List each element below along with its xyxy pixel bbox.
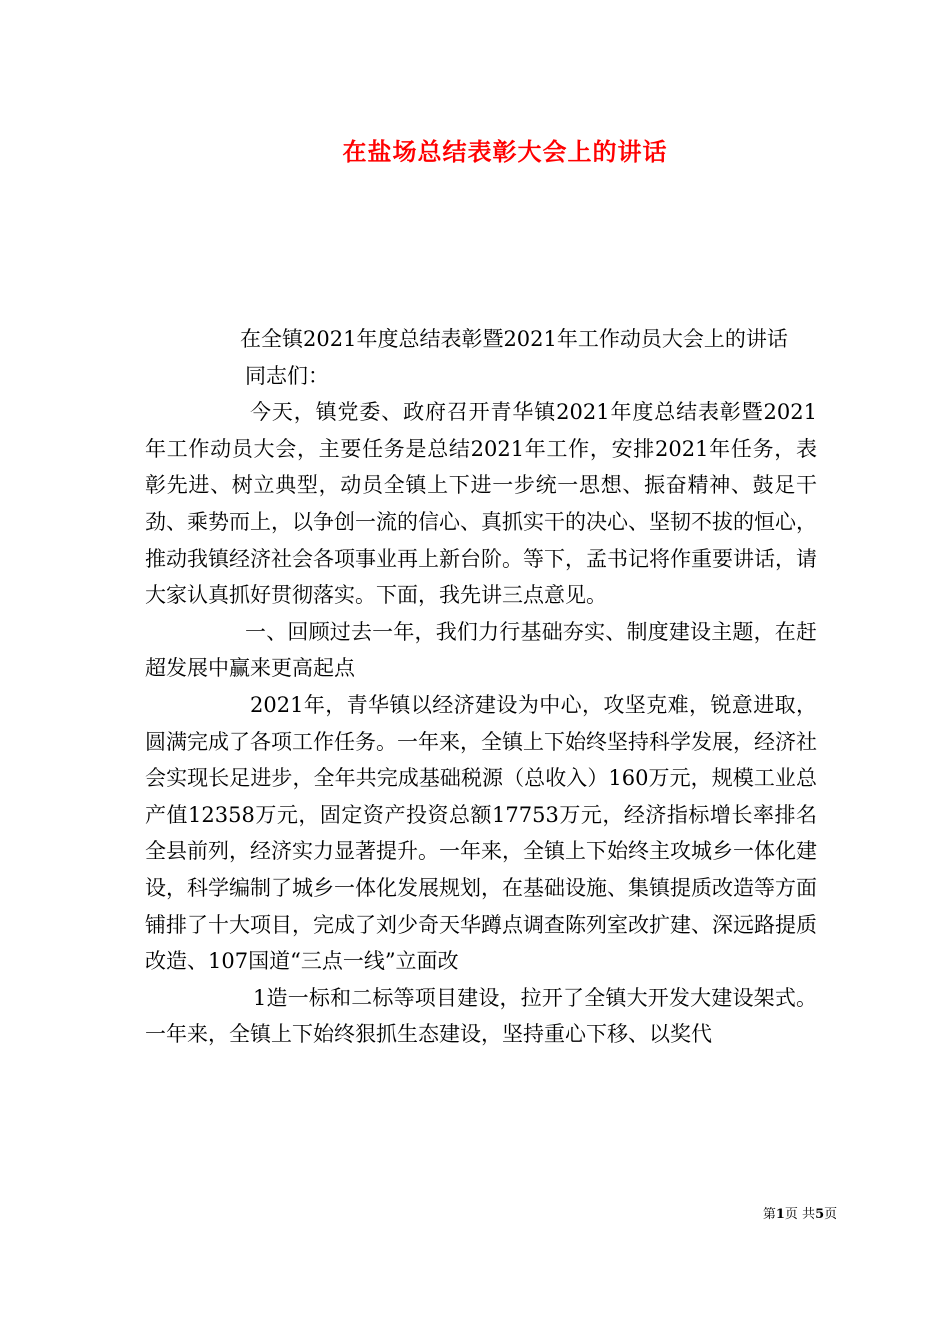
document-body (145, 321, 817, 1053)
section-heading-one: 一、回顾过去一年，我们力行基础夯实、制度建设主题，在赶超发展中赢来更高起点 (145, 619, 817, 681)
speech-heading: 在全镇2021年度总结表彰暨2021年工作动员大会上的讲话 (240, 327, 788, 351)
current-page-number: 1 (775, 1207, 785, 1222)
page-footer (0, 1203, 950, 1222)
greeting: 同志们： (245, 363, 329, 388)
paragraph-projects: 1造一标和二标等项目建设，拉开了全镇大开发大建设架式。一年来，全镇上下始终狠抓生态建设，坚持重心下移、以奖代 (145, 985, 817, 1047)
footer-middle: 页 共 (784, 1207, 816, 1222)
paragraph-review: 2021年，青华镇以经济建设为中心，攻坚克难，锐意进取，圆满完成了各项工作任务。一年来，全镇上下始终坚持科学发展，经济社会实现长足进步，全年共完成基础税源（总收入）160万元，规模工业总产值12358万元，固定资产投资总额17753万元，经济指标增长率排名全县前列，经济实力显著提升。一年来，全镇上下始终主攻城乡一体化建设，科学编制了城乡一体化发展规划，在基础设施、集镇提质改造等方面铺排了十大项目，完成了刘少奇天华蹲点调查陈列室改扩建、深远路提质改造、107国道“三点一线”立面改 (145, 692, 817, 974)
footer-suffix: 页 (824, 1207, 838, 1222)
document-title: 在盐场总结表彰大会上的讲话 (342, 137, 668, 166)
paragraph-intro: 今天，镇党委、政府召开青华镇2021年度总结表彰暨2021年工作动员大会，主要任务是总结2021年工作，安排2021年任务，表彰先进、树立典型，动员全镇上下进一步统一思想、振奋精神、鼓足干劲、乘势而上，以争创一流的信心、真抓实干的决心、坚韧不拔的恒心，推动我镇经济社会各项事业再上新台阶。等下，孟书记将作重要讲话，请大家认真抓好贯彻落实。下面，我先讲三点意见。 (145, 400, 817, 608)
footer-prefix: 第 (762, 1207, 776, 1222)
total-pages-number: 5 (815, 1207, 825, 1222)
